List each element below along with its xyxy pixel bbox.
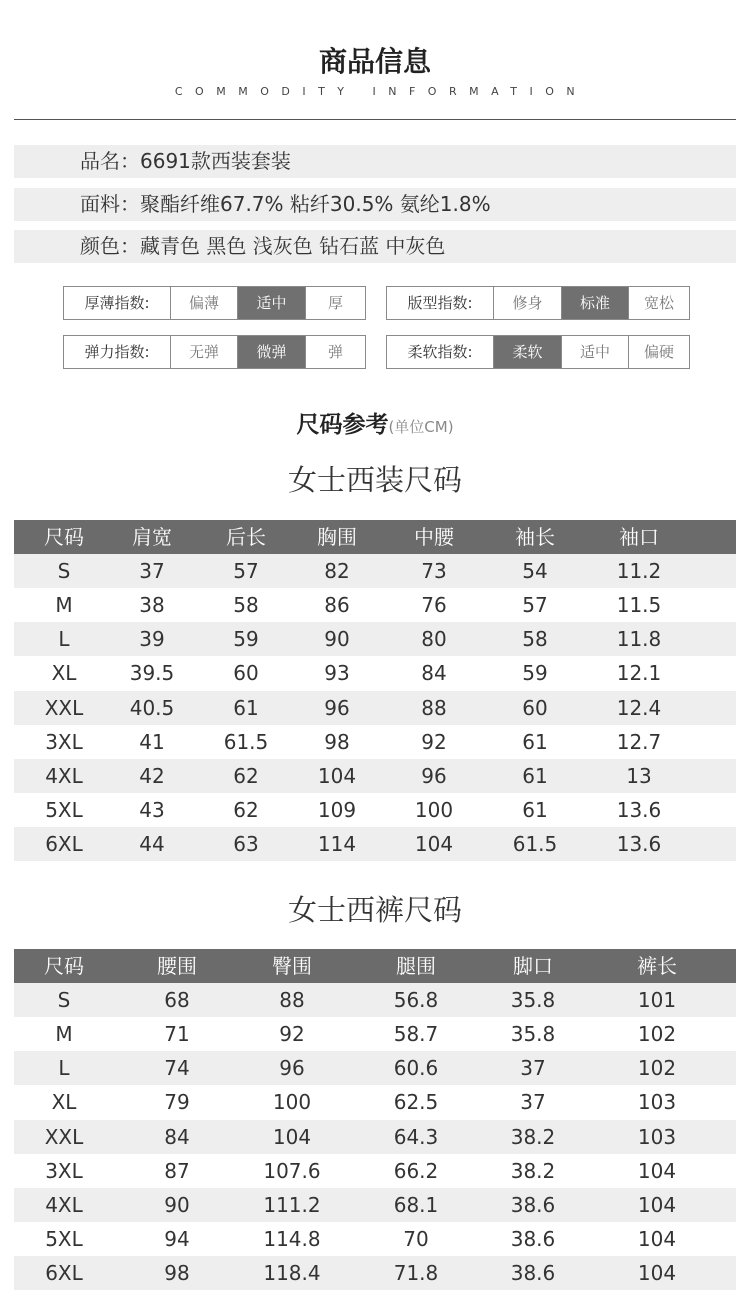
table-cell: 39 [139, 627, 165, 652]
column-header: 肩宽 [132, 525, 172, 549]
size-cell: XL [51, 661, 77, 686]
table-cell: 71 [164, 1022, 190, 1047]
index-option: 修身 [493, 287, 561, 319]
table-cell: 38.2 [510, 1158, 556, 1183]
table-cell: 61 [522, 729, 548, 754]
table-row [14, 588, 736, 622]
table-row [14, 1188, 736, 1222]
table-cell: 88 [421, 695, 447, 720]
table-cell: 102 [637, 1056, 677, 1081]
page-subtitle: COMMODITY INFORMATION [174, 85, 588, 98]
table-cell: 102 [637, 1022, 677, 1047]
column-header: 腿围 [396, 954, 436, 978]
table-cell: 11.8 [616, 627, 662, 652]
index-option: 厚 [305, 287, 365, 319]
index-option: 无弹 [170, 336, 237, 368]
table-cell: 43 [139, 797, 165, 822]
column-header: 中腰 [414, 525, 454, 549]
table-cell: 56.8 [393, 988, 439, 1012]
table-cell: 35.8 [510, 1022, 556, 1047]
table-cell: 103 [637, 1090, 677, 1115]
size-cell: L [58, 627, 70, 652]
table-cell: 64.3 [393, 1124, 439, 1149]
info-value: 藏青色 黑色 浅灰色 钻石蓝 中灰色 [140, 234, 446, 258]
table-row [14, 1256, 736, 1290]
size-cell: 6XL [45, 832, 83, 857]
size-reference-unit: (单位CM) [388, 418, 454, 436]
page-title: 商品信息 [318, 45, 431, 78]
table-row [14, 725, 736, 759]
table-cell: 38.6 [510, 1226, 556, 1251]
table-cell: 66.2 [393, 1158, 439, 1183]
table-cell: 104 [272, 1124, 312, 1149]
column-header: 后长 [226, 525, 266, 549]
index-option: 弹 [305, 336, 365, 368]
table-cell: 92 [421, 729, 447, 754]
size-cell: 5XL [45, 1226, 83, 1251]
table-cell: 62 [233, 763, 259, 788]
softness-index [386, 335, 690, 369]
table-cell: 114.8 [263, 1226, 321, 1251]
info-row-color [14, 230, 736, 263]
table-cell: 100 [414, 797, 454, 822]
table-cell: 13.6 [616, 797, 662, 822]
column-header: 臀围 [272, 954, 312, 978]
index-label: 柔软指数: [407, 343, 473, 361]
table-cell: 79 [164, 1090, 190, 1115]
table-cell: 39.5 [129, 661, 175, 686]
table-row [14, 759, 736, 793]
table-cell: 61.5 [512, 832, 558, 857]
table-cell: 44 [139, 832, 165, 857]
index-option: 适中 [237, 287, 305, 319]
table-cell: 90 [324, 627, 350, 652]
table-cell: 96 [421, 763, 447, 788]
table-row [14, 1085, 736, 1119]
table-cell: 61.5 [223, 729, 269, 754]
column-header: 腰围 [157, 954, 197, 978]
table-cell: 84 [164, 1124, 190, 1149]
size-cell: 4XL [45, 763, 83, 788]
table-cell: 84 [421, 661, 447, 686]
size-cell: L [58, 1056, 70, 1081]
table-cell: 12.1 [616, 661, 662, 686]
table-cell: 104 [637, 1261, 677, 1286]
table-header-row [14, 949, 736, 983]
table-cell: 109 [317, 797, 357, 822]
size-reference-title: 尺码参考 [296, 412, 389, 438]
thickness-index [63, 286, 366, 320]
index-option: 宽松 [628, 287, 689, 319]
table-cell: 73 [421, 559, 447, 583]
fit-index [386, 286, 690, 320]
column-header: 裤长 [637, 954, 677, 978]
table-cell: 62.5 [393, 1090, 439, 1115]
table-row [14, 691, 736, 725]
size-cell: M [55, 593, 73, 618]
table-cell: 92 [279, 1022, 305, 1047]
table-cell: 59 [522, 661, 548, 686]
table-cell: 98 [164, 1261, 190, 1286]
table-cell: 96 [324, 695, 350, 720]
size-cell: 4XL [45, 1192, 83, 1217]
table-cell: 71.8 [393, 1261, 439, 1286]
table-cell: 100 [272, 1090, 312, 1115]
table-cell: 57 [233, 559, 259, 583]
table-cell: 60 [233, 661, 259, 686]
table-cell: 38.6 [510, 1192, 556, 1217]
size-cell: 5XL [45, 797, 83, 822]
table-cell: 90 [164, 1192, 190, 1217]
table-cell: 103 [637, 1124, 677, 1149]
info-label: 面料： [80, 192, 140, 216]
table-cell: 38.2 [510, 1124, 556, 1149]
table-cell: 104 [414, 832, 454, 857]
table-cell: 80 [421, 627, 447, 652]
table-cell: 11.5 [616, 593, 662, 618]
table-header-row [14, 520, 736, 554]
table-row [14, 1222, 736, 1256]
table-row [14, 656, 736, 690]
index-option: 标准 [561, 287, 628, 319]
table-cell: 61 [522, 763, 548, 788]
table-row [14, 827, 736, 861]
table-cell: 87 [164, 1158, 190, 1183]
index-label: 弹力指数: [84, 343, 150, 361]
table-cell: 68 [164, 988, 190, 1012]
index-label: 厚薄指数: [84, 294, 150, 312]
table-row [14, 622, 736, 656]
table-row [14, 554, 736, 588]
table-cell: 63 [233, 832, 259, 857]
table-cell: 104 [637, 1192, 677, 1217]
table-cell: 57 [522, 593, 548, 618]
table-cell: 12.4 [616, 695, 662, 720]
table-cell: 114 [317, 832, 357, 857]
table-row [14, 1017, 736, 1051]
table-row [14, 983, 736, 1017]
index-label: 版型指数: [407, 294, 473, 312]
table-cell: 104 [637, 1226, 677, 1251]
table-cell: 93 [324, 661, 350, 686]
size-cell: XL [51, 1090, 77, 1115]
table-cell: 60.6 [393, 1056, 439, 1081]
table-cell: 41 [139, 729, 165, 754]
table-cell: 35.8 [510, 988, 556, 1012]
index-option: 偏硬 [628, 336, 689, 368]
index-option: 适中 [561, 336, 628, 368]
table-cell: 82 [324, 559, 350, 583]
table-cell: 101 [637, 988, 677, 1012]
size-reference-heading [0, 410, 750, 442]
size-cell: S [57, 559, 71, 583]
table-cell: 58.7 [393, 1022, 439, 1047]
table-cell: 12.7 [616, 729, 662, 754]
table-cell: 11.2 [616, 559, 662, 583]
table-cell: 74 [164, 1056, 190, 1081]
table-cell: 38 [139, 593, 165, 618]
column-header: 袖口 [619, 525, 659, 549]
pants-size-table [14, 949, 736, 1290]
table-cell: 54 [522, 559, 548, 583]
elasticity-index [63, 335, 366, 369]
table-cell: 40.5 [129, 695, 175, 720]
table-cell: 111.2 [263, 1192, 321, 1217]
table-cell: 37 [520, 1090, 546, 1115]
table-cell: 60 [522, 695, 548, 720]
table-cell: 104 [637, 1158, 677, 1183]
table-cell: 61 [522, 797, 548, 822]
table-row [14, 793, 736, 827]
table-cell: 118.4 [263, 1261, 321, 1286]
table-row [14, 1120, 736, 1154]
table-cell: 13.6 [616, 832, 662, 857]
table-cell: 37 [520, 1056, 546, 1081]
column-header: 胸围 [317, 525, 357, 549]
size-cell: M [55, 1022, 73, 1047]
info-value: 聚酯纤维67.7% 粘纤30.5% 氨纶1.8% [140, 192, 491, 216]
size-cell: 6XL [45, 1261, 83, 1286]
table-cell: 58 [522, 627, 548, 652]
table-cell: 68.1 [393, 1192, 439, 1217]
index-option: 微弹 [237, 336, 305, 368]
table-cell: 98 [324, 729, 350, 754]
info-row-fabric [14, 188, 736, 221]
size-cell: 3XL [45, 1158, 83, 1183]
size-cell: XXL [44, 1124, 84, 1149]
table-cell: 107.6 [263, 1158, 321, 1183]
table-cell: 58 [233, 593, 259, 618]
table-cell: 38.6 [510, 1261, 556, 1286]
table-row [14, 1154, 736, 1188]
info-value: 6691款西装套装 [140, 149, 291, 173]
table-cell: 96 [279, 1056, 305, 1081]
jacket-size-title: 女士西装尺码 [287, 463, 462, 497]
info-row-name [14, 145, 736, 178]
jacket-size-table [14, 520, 736, 861]
info-label: 颜色： [80, 234, 140, 258]
table-cell: 88 [279, 988, 305, 1012]
header-divider [14, 119, 736, 120]
column-header: 尺码 [44, 525, 84, 549]
column-header: 尺码 [44, 954, 84, 978]
size-cell: XXL [44, 695, 84, 720]
table-cell: 70 [403, 1226, 429, 1251]
pants-size-title: 女士西裤尺码 [287, 893, 462, 927]
table-cell: 86 [324, 593, 350, 618]
column-header: 脚口 [513, 954, 553, 978]
table-row [14, 1051, 736, 1085]
table-cell: 62 [233, 797, 259, 822]
table-cell: 61 [233, 695, 259, 720]
table-cell: 59 [233, 627, 259, 652]
size-cell: S [57, 988, 71, 1012]
table-cell: 104 [317, 763, 357, 788]
info-label: 品名： [80, 149, 140, 173]
table-cell: 76 [421, 593, 447, 618]
table-cell: 13 [626, 763, 652, 788]
column-header: 袖长 [515, 525, 555, 549]
table-cell: 94 [164, 1226, 190, 1251]
index-option: 柔软 [493, 336, 561, 368]
table-cell: 37 [139, 559, 165, 583]
table-cell: 42 [139, 763, 165, 788]
index-option: 偏薄 [170, 287, 237, 319]
size-cell: 3XL [45, 729, 83, 754]
